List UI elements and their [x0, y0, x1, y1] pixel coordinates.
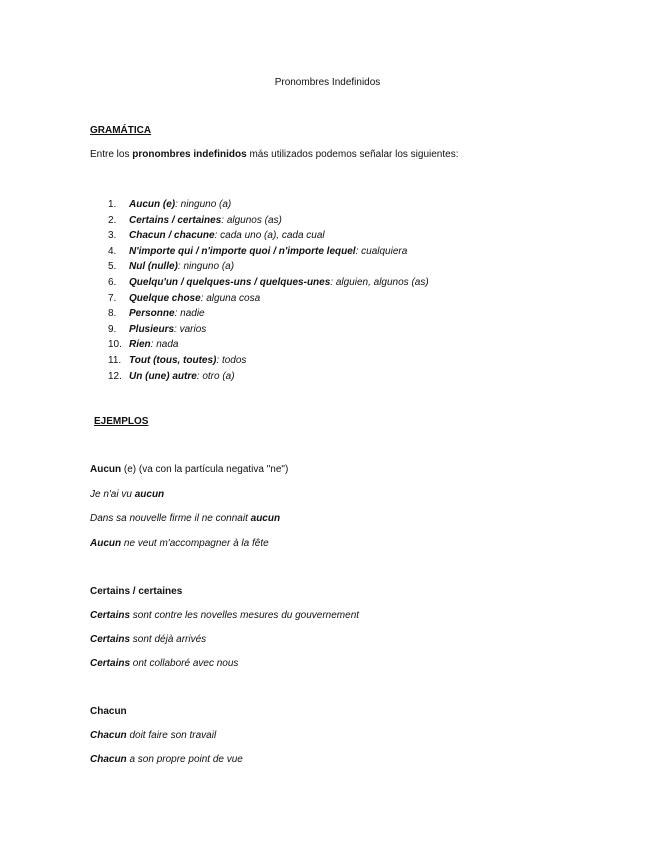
pronoun-translation: : todos [216, 354, 247, 366]
list-item [108, 259, 429, 275]
pronoun-translation: : alguna cosa [200, 292, 261, 304]
pronoun-term: Nul (nulle) [129, 261, 178, 273]
pronoun-term: Aucun (e) [129, 199, 176, 210]
intro-text-start: Entre los [90, 149, 133, 160]
example-sentence [90, 730, 216, 741]
intro-text-end: más utilizados podemos señalar los siguientes: [246, 149, 459, 160]
list-item [108, 337, 429, 353]
intro-paragraph [90, 149, 458, 160]
list-number: 4. [108, 245, 117, 257]
pronoun-translation: : nadie [174, 308, 205, 320]
list-number: 8. [108, 308, 117, 320]
example-group-title-certains: Certains / certaines [90, 586, 183, 597]
pronoun-translation: : alguien, algunos (as) [330, 276, 429, 288]
list-item [108, 291, 429, 307]
pronoun-term: Rien [129, 339, 151, 351]
list-number: 2. [108, 214, 117, 226]
list-item [108, 275, 429, 291]
pronoun-translation: : algunos (as) [221, 214, 282, 226]
example-sentence [90, 634, 206, 645]
list-item [108, 197, 429, 213]
list-item [108, 353, 429, 369]
sentence-keyword: aucun [134, 489, 165, 500]
list-item [108, 369, 429, 385]
sentence-keyword: Certains [90, 634, 131, 645]
sentence-text: sont contre les novelles mesures du gouvernement [130, 610, 360, 621]
example-sentence [90, 658, 238, 669]
list-number: 7. [108, 292, 117, 304]
list-number: 12. [108, 370, 122, 382]
list-number: 3. [108, 230, 117, 242]
pronoun-translation: : ninguno (a) [175, 199, 232, 210]
sentence-text: ne veut m'accompagner à la fête [121, 538, 269, 549]
example-sentence [90, 538, 269, 549]
list-item [108, 322, 429, 338]
pronoun-term: Personne [129, 308, 175, 320]
pronoun-list [108, 197, 429, 384]
pronoun-term: Certains / certaines [129, 214, 222, 226]
sentence-text: sont déjà arrivés [130, 634, 207, 645]
sentence-keyword: Certains [90, 610, 131, 621]
list-number: 6. [108, 276, 117, 288]
gramatica-heading: GRAMÁTICA [90, 125, 152, 136]
sentence-keyword: Certains [90, 658, 131, 669]
example-group-title-aucun [90, 464, 288, 475]
intro-text-bold: pronombres indefinidos [132, 149, 247, 160]
pronoun-term: Quelqu'un / quelques-uns / quelques-unes [129, 276, 331, 288]
sentence-text: ont collaboré avec nous [130, 658, 239, 669]
pronoun-translation: : cualquiera [355, 245, 408, 257]
group-title: Aucun [90, 464, 122, 475]
list-item [108, 306, 429, 322]
pronoun-translation: : otro (a) [196, 370, 235, 382]
pronoun-term: Quelque chose [129, 292, 201, 304]
pronoun-translation: : ninguno (a) [177, 261, 235, 273]
ejemplos-heading: EJEMPLOS [94, 416, 149, 427]
sentence-text: a son propre point de vue [126, 754, 243, 765]
pronoun-translation: : cada uno (a), cada cual [214, 230, 325, 242]
sentence-text: doit faire son travail [126, 730, 217, 741]
pronoun-translation: : nada [150, 339, 179, 351]
pronoun-term: N'importe qui / n'importe quoi / n'importe lequel [129, 245, 356, 257]
sentence-keyword: Chacun [90, 754, 127, 765]
list-item [108, 228, 429, 244]
group-note: (e) (va con la partícula negativa "ne") [121, 464, 289, 475]
sentence-keyword: aucun [250, 513, 281, 524]
example-group-title-chacun: Chacun [90, 706, 127, 717]
pronoun-term: Tout (tous, toutes) [129, 354, 217, 366]
sentence-keyword: Aucun [90, 538, 122, 549]
list-number: 5. [108, 261, 117, 273]
example-sentence [90, 513, 280, 524]
list-number: 1. [108, 199, 117, 210]
example-sentence [90, 489, 164, 500]
pronoun-translation: : varios [174, 323, 207, 335]
list-number: 10. [108, 339, 122, 351]
example-sentence [90, 610, 359, 621]
page-title: Pronombres Indefinidos [274, 77, 381, 88]
list-number: 9. [108, 323, 117, 335]
example-sentence [90, 754, 243, 765]
sentence-keyword: Chacun [90, 730, 127, 741]
list-item [108, 213, 429, 229]
pronoun-term: Chacun / chacune [129, 230, 215, 242]
sentence-text: Dans sa nouvelle firme il ne connait [90, 513, 251, 524]
list-item [108, 244, 429, 260]
pronoun-term: Un (une) autre [129, 370, 197, 382]
sentence-text: Je n'ai vu [90, 489, 135, 500]
list-number: 11. [108, 354, 122, 366]
pronoun-term: Plusieurs [129, 323, 175, 335]
